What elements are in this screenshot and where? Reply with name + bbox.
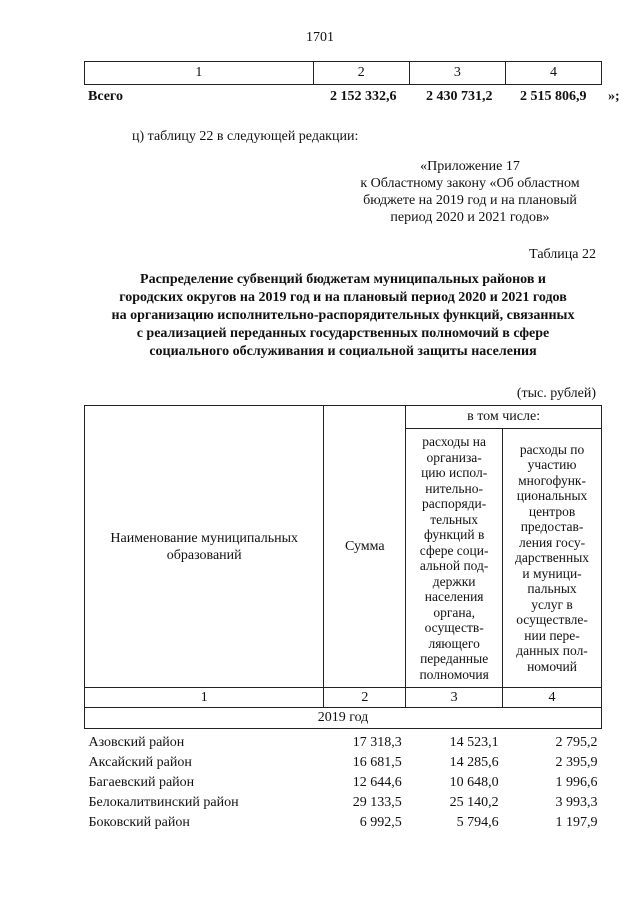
col4-line: предостав- bbox=[520, 519, 584, 535]
intro-text: ц) таблицу 22 в следующей редакции: bbox=[132, 129, 359, 144]
col3-line: расходы на bbox=[422, 434, 486, 449]
previous-table-header bbox=[84, 61, 602, 85]
title-line: Распределение субвенций бюджетам муниципальных районов и bbox=[140, 272, 546, 287]
year-label: 2019 год bbox=[85, 708, 602, 729]
row-sum: 17 318,3 bbox=[352, 735, 402, 750]
row-c4: 1 996,6 bbox=[555, 775, 598, 790]
total-row bbox=[88, 89, 638, 107]
header-col3-text bbox=[406, 434, 502, 682]
row-name: Аксайский район bbox=[88, 755, 192, 770]
prev-col-1: 1 bbox=[85, 62, 314, 85]
col4-line: и муници- bbox=[522, 565, 582, 581]
row-name: Азовский район bbox=[88, 735, 185, 750]
row-sum: 16 681,5 bbox=[352, 755, 402, 770]
col3-line: осуществ- bbox=[424, 620, 484, 635]
col4-line: дарственных bbox=[515, 550, 590, 566]
row-c3: 10 648,0 bbox=[449, 775, 499, 790]
col3-line: нительно- bbox=[425, 480, 483, 496]
col-number-3: 3 bbox=[406, 688, 503, 708]
col4-line: участию bbox=[527, 457, 577, 473]
col4-line: услуг в bbox=[531, 596, 573, 612]
col-number-4: 4 bbox=[503, 688, 602, 708]
appendix-line: бюджете на 2019 год и на плановый bbox=[363, 193, 577, 208]
col3-line: функций в bbox=[423, 527, 485, 542]
total-label: Всего bbox=[88, 89, 123, 104]
title-line: на организацию исполнительно-распорядительных функций, связанных bbox=[111, 308, 575, 323]
row-c3: 5 794,6 bbox=[456, 815, 499, 830]
col4-line: многофунк- bbox=[518, 472, 586, 488]
title-line: городских округов на 2019 год и на плановый период 2020 и 2021 годов bbox=[119, 290, 567, 305]
appendix-line: к Областному закону «Об областном bbox=[360, 176, 580, 191]
subvention-table bbox=[84, 405, 602, 833]
title-line: социального обслуживания и социальной защиты населения bbox=[149, 344, 537, 359]
header-sum: Сумма bbox=[324, 406, 406, 688]
table-number: Таблица 22 bbox=[529, 247, 596, 262]
col-number-1: 1 bbox=[85, 688, 324, 708]
header-col4-text bbox=[503, 442, 601, 675]
units-label: (тыс. рублей) bbox=[516, 386, 596, 401]
table-row bbox=[85, 793, 602, 813]
col4-line: ления госу- bbox=[518, 534, 586, 550]
row-name: Багаевский район bbox=[88, 775, 195, 790]
row-name: Боковский район bbox=[88, 815, 190, 830]
header-col3 bbox=[406, 429, 503, 688]
col3-line: органа, bbox=[433, 604, 475, 620]
prev-col-4: 4 bbox=[505, 62, 601, 85]
table-row bbox=[85, 773, 602, 793]
row-c4: 2 395,9 bbox=[555, 755, 598, 770]
col4-line: данных пол- bbox=[516, 643, 588, 659]
col3-line: сфере соци- bbox=[419, 542, 489, 558]
appendix-reference bbox=[340, 158, 600, 226]
col3-line: цию испол- bbox=[421, 465, 488, 480]
total-suffix: »; bbox=[608, 89, 620, 104]
total-value-2: 2 430 731,2 bbox=[426, 89, 493, 104]
appendix-line: период 2020 и 2021 годов» bbox=[390, 210, 550, 225]
table-row bbox=[85, 733, 602, 753]
header-col4 bbox=[503, 429, 602, 688]
row-sum: 12 644,6 bbox=[352, 775, 402, 790]
col3-line: ляющего bbox=[428, 635, 480, 651]
header-including: в том числе: bbox=[406, 406, 602, 429]
row-c4: 2 795,2 bbox=[555, 735, 598, 750]
page-number: 1701 bbox=[306, 30, 334, 45]
col4-line: центров bbox=[528, 503, 576, 519]
col3-line: организа- bbox=[426, 449, 482, 465]
prev-col-2: 2 bbox=[313, 62, 409, 85]
col3-line: держки bbox=[432, 573, 476, 589]
table-row bbox=[85, 753, 602, 773]
total-value-1: 2 152 332,6 bbox=[330, 89, 397, 104]
col4-line: расходы по bbox=[519, 441, 585, 457]
col3-line: альной под- bbox=[419, 558, 489, 573]
col3-line: переданные bbox=[420, 651, 489, 666]
col4-line: циональных bbox=[516, 488, 588, 504]
col4-line: нии пере- bbox=[524, 627, 580, 643]
col4-line: номочий bbox=[527, 658, 577, 674]
col3-line: тельных bbox=[430, 511, 479, 527]
col3-line: населения bbox=[424, 589, 484, 604]
row-c4: 3 993,3 bbox=[555, 795, 598, 810]
col-number-2: 2 bbox=[324, 688, 406, 708]
table-title bbox=[84, 271, 602, 361]
col4-line: осуществле- bbox=[516, 612, 588, 628]
header-name: Наименование муниципальных образований bbox=[85, 406, 324, 688]
table-row bbox=[85, 813, 602, 833]
title-line: с реализацией переданных государственных полномочий в сфере bbox=[136, 326, 550, 341]
total-value-3: 2 515 806,9 bbox=[520, 89, 587, 104]
row-name: Белокалитвинский район bbox=[88, 795, 239, 810]
row-sum: 6 992,5 bbox=[359, 815, 402, 830]
appendix-line: «Приложение 17 bbox=[420, 159, 520, 174]
row-c3: 14 523,1 bbox=[449, 735, 499, 750]
row-sum: 29 133,5 bbox=[352, 795, 402, 810]
row-c3: 14 285,6 bbox=[449, 755, 499, 770]
col4-line: пальных bbox=[527, 581, 577, 597]
col3-line: распоряди- bbox=[422, 496, 487, 511]
row-c3: 25 140,2 bbox=[449, 795, 499, 810]
prev-col-3: 3 bbox=[409, 62, 505, 85]
col3-line: полномочия bbox=[419, 666, 489, 682]
row-c4: 1 197,9 bbox=[555, 815, 598, 830]
